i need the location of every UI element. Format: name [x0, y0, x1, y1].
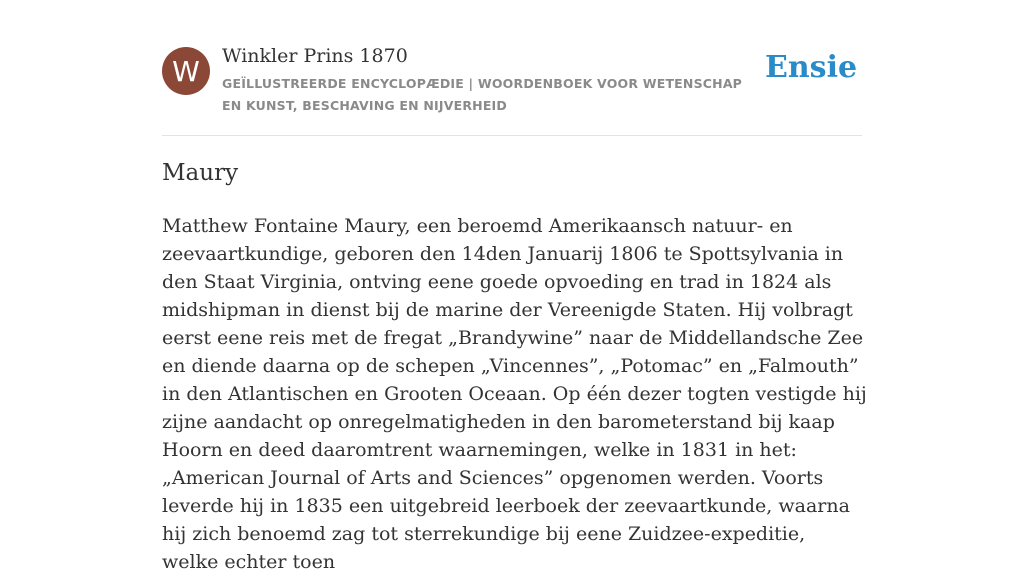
entry-body: Matthew Fontaine Maury, een beroemd Amerikaansch natuur- en zeevaartkundige, geboren den 14den Januarij 1806 te Spottsylvania in den Staat Virginia, ontving eene goede opvoeding en trad in 1824 als midshipman in dienst bij de marine der Vereenigde Staten. Hij volbragt eerst eene reis met de fregat „Brandywine” naar de Middellandsche Zee en diende daarna op de schepen „Vincennes”, „Potomac” en „Falmouth” in den Atlantischen en Grooten Oceaan. Op één dezer togten vestigde hij zijne aandacht op onregelmatigheden in den barometerstand bij kaap Hoorn en deed daaromtrent waarnemingen, welke in 1831 in het: „American Journal of Arts and Sciences” opgenomen werden. Voorts leverde hij in 1835 een uitgebreid leerboek der zeevaartkunde, waarna hij zich benoemd zag tot sterrekundige bij eene Zuidzee-expeditie, welke echter toen: [162, 215, 867, 573]
entry-title: Maury: [162, 160, 239, 186]
header-divider: [162, 135, 862, 136]
ensie-logo[interactable]: Ensie: [765, 50, 858, 85]
source-avatar[interactable]: W: [162, 47, 210, 95]
source-title[interactable]: Winkler Prins 1870: [222, 45, 408, 67]
source-subtitle: GEÏLLUSTREERDE ENCYCLOPÆDIE | WOORDENBOEK VOOR WETENSCHAP EN KUNST, BESCHAVING EN NIJVERHEID: [222, 76, 743, 113]
